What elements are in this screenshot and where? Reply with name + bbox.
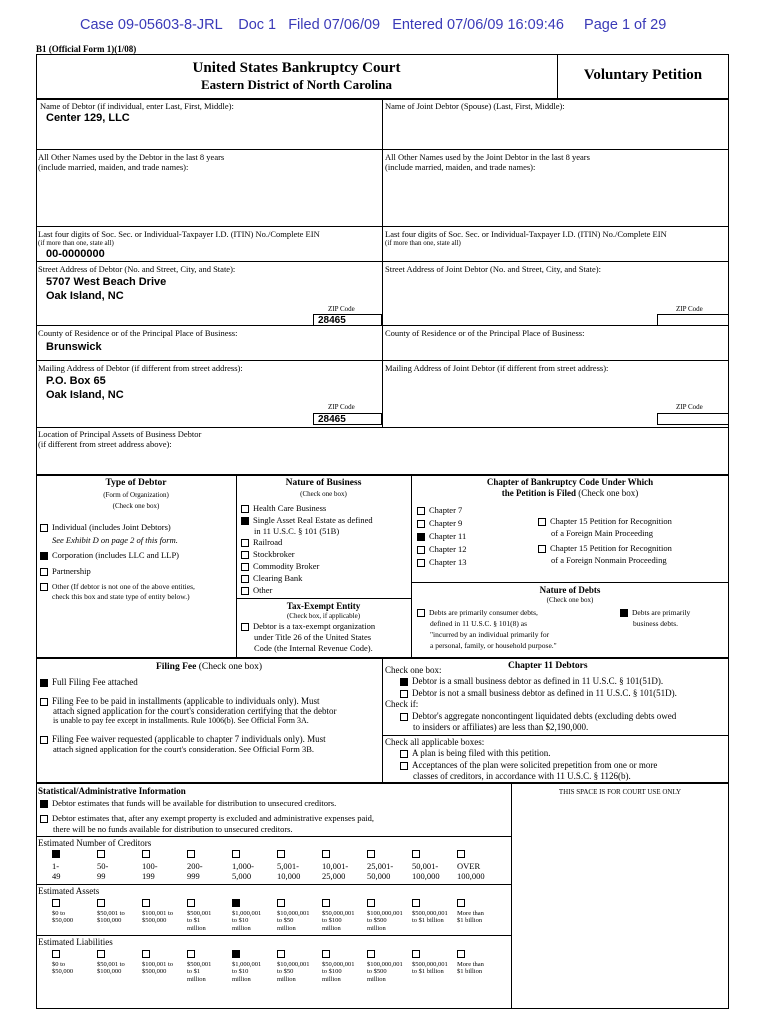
liabilities-option-label: $100,000,001: [367, 961, 403, 968]
creditors-checkbox-4[interactable]: [232, 850, 240, 858]
acceptances-2: classes of creditors, in accordance with 11 U.S.C. § 1126(b).: [413, 771, 631, 781]
assets-option-label: $100,000: [97, 917, 122, 925]
checkbox-individual[interactable]: [40, 524, 48, 532]
mail-label: Mailing Address of Debtor (if different from street address):: [38, 363, 243, 373]
assets-checkbox-3[interactable]: [187, 899, 195, 907]
option-installments[interactable]: Filing Fee to be paid in installments (applicable to individuals only). Must: [40, 696, 319, 706]
option-chapter-13[interactable]: Chapter 13: [417, 557, 467, 567]
debtor-city: Oak Island, NC: [46, 290, 124, 302]
debtor-mail-zip: 28465: [313, 413, 382, 425]
checkbox-consumer-debts[interactable]: [417, 609, 425, 617]
option-health-care[interactable]: Health Care Business: [241, 503, 326, 513]
creditors-option-label: 50,001-: [412, 861, 439, 871]
option-commodity-broker[interactable]: Commodity Broker: [241, 561, 319, 571]
creditors-option-label: 200-: [187, 861, 203, 871]
consumer-debts-3: "incurred by an individual primarily for: [430, 630, 550, 639]
consumer-debts-4: a personal, family, or household purpose.": [430, 641, 557, 650]
option-clearing-bank[interactable]: Clearing Bank: [241, 573, 302, 583]
checkbox-full-fee[interactable]: [40, 679, 48, 687]
option-chapter-11[interactable]: Chapter 11: [417, 531, 466, 541]
nature-business-title: Nature of Business: [285, 478, 362, 488]
checkbox-corporation[interactable]: [40, 552, 48, 560]
checkbox-not-small-business[interactable]: [400, 690, 408, 698]
liabilities-option-label: $50,001 to: [97, 961, 125, 968]
assets-option-label: to $1: [187, 917, 201, 925]
type-debtor-sub2: (Check one box): [112, 502, 160, 510]
liabilities-checkbox-7[interactable]: [367, 950, 375, 958]
joint-county-label: County of Residence or of the Principal Place of Business:: [385, 328, 585, 338]
option-not-small-business[interactable]: Debtor is not a small business debtor as defined in 11 U.S.C. § 101(51D).: [400, 688, 677, 698]
checkbox-chapter-15-main[interactable]: [538, 518, 546, 526]
creditors-option-label: 199: [142, 870, 155, 881]
checkbox-no-funds[interactable]: [40, 815, 48, 823]
option-full-fee[interactable]: Full Filing Fee attached: [40, 677, 138, 687]
option-chapter-15-main[interactable]: Chapter 15 Petition for Recognition: [538, 516, 672, 526]
assets-option-label: to $10: [232, 917, 249, 925]
checkbox-aggregate-debts[interactable]: [400, 713, 408, 721]
option-other-entity[interactable]: Other (If debtor is not one of the above entities,: [40, 582, 195, 592]
assets-checkbox-9[interactable]: [457, 899, 465, 907]
assets-option-label: $500,000,001: [412, 910, 448, 917]
ssn-sub: (if more than one, state all): [38, 239, 114, 247]
checkbox-commodity-broker[interactable]: [241, 563, 249, 571]
option-partnership[interactable]: Partnership: [40, 566, 91, 576]
other-entity-note: check this box and state type of entity below.): [52, 592, 190, 601]
checkbox-clearing-bank[interactable]: [241, 575, 249, 583]
nature-debts-sub: (Check one box): [546, 596, 594, 604]
other-names-sub: (include married, maiden, and trade names):: [38, 162, 189, 172]
checkbox-chapter-13[interactable]: [417, 559, 425, 567]
option-waiver[interactable]: Filing Fee waiver requested (applicable to chapter 7 individuals only). Must: [40, 734, 326, 744]
checkbox-single-asset[interactable]: [241, 517, 249, 525]
joint-mail-zip-box: [657, 413, 729, 425]
option-business-debts[interactable]: Debts are primarily: [620, 608, 690, 618]
tax-exempt-title: Tax-Exempt Entity: [286, 601, 361, 611]
liabilities-option-label: million: [322, 975, 341, 983]
assets-option-label: $50,000,001: [322, 910, 355, 917]
liabilities-checkbox-6[interactable]: [322, 950, 330, 958]
case-stamp: Case 09-05603-8-JRL Doc 1 Filed 07/06/09 Entered 07/06/09 16:09:46 Page 1 of 29: [80, 17, 667, 33]
ch11-title: Chapter 11 Debtors: [508, 661, 588, 671]
no-funds-2: there will be no funds available for distribution to unsecured creditors.: [53, 824, 293, 834]
debtor-street: 5707 West Beach Drive: [46, 276, 167, 288]
zip-label: ZIP Code: [328, 305, 355, 313]
assets-option-label: $100,001 to: [142, 910, 174, 917]
installments-3: is unable to pay fee except in installments. Rule 1006(b). See Official Form 3A.: [53, 716, 309, 725]
creditors-option-label: 5,000: [232, 870, 252, 881]
joint-zip-box: [657, 314, 729, 326]
liabilities-checkbox-9[interactable]: [457, 950, 465, 958]
creditors-option-label: 100,000: [412, 870, 440, 881]
joint-ssn-label: Last four digits of Soc. Sec. or Individual-Taxpayer I.D. (ITIN) No./Complete EIN: [385, 229, 667, 239]
option-chapter-15-nonmain[interactable]: Chapter 15 Petition for Recognition: [538, 543, 672, 553]
liabilities-option-label: $1,000,001: [232, 961, 262, 968]
liabilities-checkbox-8[interactable]: [412, 950, 420, 958]
assets-checkbox-5[interactable]: [277, 899, 285, 907]
chapter-15-main-line2: of a Foreign Main Proceeding: [551, 528, 653, 538]
ch11-check-if: Check if:: [385, 699, 419, 709]
type-debtor-title: Type of Debtor: [105, 478, 167, 488]
ch11-check-one: Check one box:: [385, 665, 442, 675]
option-individual[interactable]: Individual (includes Joint Debtors): [40, 522, 171, 532]
liabilities-option-label: to $1 billion: [412, 968, 444, 976]
checkbox-chapter-7[interactable]: [417, 507, 425, 515]
joint-other-names-sub: (include married, maiden, and trade names):: [385, 162, 536, 172]
checkbox-chapter-11[interactable]: [417, 533, 425, 541]
creditors-option-label: 25,001-: [367, 861, 394, 871]
exhibit-d-note: See Exhibit D on page 2 of this form.: [52, 535, 178, 545]
filing-fee-title: Filing Fee (Check one box): [155, 662, 263, 672]
liabilities-option-label: $50,000: [52, 968, 74, 976]
liabilities-option-label: to $1: [187, 968, 201, 976]
assets-option-label: million: [232, 924, 251, 932]
assets-checkbox-8[interactable]: [412, 899, 420, 907]
ch11-check-all: Check all applicable boxes:: [385, 737, 485, 747]
other-names-label: All Other Names used by the Debtor in the last 8 years: [38, 152, 225, 162]
liabilities-option-label: million: [187, 975, 206, 983]
creditors-checkbox-8[interactable]: [412, 850, 420, 858]
checkbox-business-debts[interactable]: [620, 609, 628, 617]
debtor-zip: 28465: [313, 314, 382, 326]
assets-option-label: million: [322, 924, 341, 932]
assets-option-label: to $100: [322, 917, 342, 925]
street-label: Street Address of Debtor (No. and Street, City, and State):: [38, 264, 236, 274]
creditors-option-label: 1-: [52, 861, 60, 871]
assets-option-label: $50,000: [52, 917, 74, 925]
creditors-option-label: 50-: [97, 861, 109, 871]
creditors-option-label: 100-: [142, 861, 158, 871]
assets-option-label: million: [187, 924, 206, 932]
assets-option-label: to $500: [367, 917, 387, 925]
checkbox-chapter-9[interactable]: [417, 520, 425, 528]
liabilities-title: Estimated Liabilities: [38, 937, 113, 947]
assets-option-label: to $50: [277, 917, 294, 925]
form-id: B1 (Official Form 1)(1/08): [36, 44, 137, 54]
tax-exempt-sub: (Check box, if applicable): [286, 612, 361, 620]
checkbox-plan-filed[interactable]: [400, 750, 408, 758]
creditors-title: Estimated Number of Creditors: [38, 838, 152, 848]
creditors-option-label: OVER: [457, 861, 481, 871]
tax-exempt-line2: under Title 26 of the United States: [254, 632, 372, 642]
option-chapter-9[interactable]: Chapter 9: [417, 518, 462, 528]
assets-checkbox-1[interactable]: [97, 899, 105, 907]
creditors-checkbox-5[interactable]: [277, 850, 285, 858]
liabilities-checkbox-1[interactable]: [97, 950, 105, 958]
debtor-ein: 00-0000000: [46, 248, 105, 260]
installments-2: attach signed application for the court's consideration certifying that the debtor: [53, 706, 337, 716]
liabilities-option-label: million: [232, 975, 251, 983]
creditors-checkbox-6[interactable]: [322, 850, 330, 858]
joint-street-label: Street Address of Joint Debtor (No. and Street, City, and State):: [385, 264, 601, 274]
mail-zip-label: ZIP Code: [328, 403, 355, 411]
business-debts-2: business debts.: [633, 619, 678, 628]
assets-option-label: $50,001 to: [97, 910, 125, 917]
option-chapter-12[interactable]: Chapter 12: [417, 544, 467, 554]
creditors-checkbox-3[interactable]: [187, 850, 195, 858]
option-small-business[interactable]: Debtor is a small business debtor as defined in 11 U.S.C. § 101(51D).: [400, 676, 663, 686]
creditors-option-label: 100,000: [457, 870, 485, 881]
checkbox-waiver[interactable]: [40, 736, 48, 744]
checkbox-small-business[interactable]: [400, 678, 408, 686]
creditors-option-label: 1,000-: [232, 861, 254, 871]
liabilities-option-label: to $50: [277, 968, 294, 976]
assets-title: Estimated Assets: [38, 886, 100, 896]
assets-checkbox-0[interactable]: [52, 899, 60, 907]
option-tax-exempt[interactable]: Debtor is a tax-exempt organization: [241, 621, 375, 631]
assets-option-label: More than: [457, 910, 484, 917]
checkbox-partnership[interactable]: [40, 568, 48, 576]
checkbox-funds-available[interactable]: [40, 800, 48, 808]
checkbox-other-entity[interactable]: [40, 583, 48, 591]
assets-checkbox-7[interactable]: [367, 899, 375, 907]
assets-option-label: $500,000: [142, 917, 167, 925]
ssn-label: Last four digits of Soc. Sec. or Individual-Taxpayer I.D. (ITIN) No./Complete EIN: [38, 229, 320, 239]
assets-option-label: $500,001: [187, 910, 212, 917]
liabilities-option-label: to $10: [232, 968, 249, 976]
location-label: Location of Principal Assets of Business Debtor: [38, 429, 202, 439]
petition-title: Voluntary Petition: [583, 67, 703, 83]
consumer-debts-2: defined in 11 U.S.C. § 101(8) as: [430, 619, 528, 628]
liabilities-option-label: More than: [457, 961, 484, 968]
creditors-option-label: 10,000: [277, 870, 301, 881]
option-funds-available[interactable]: Debtor estimates that funds will be available for distribution to unsecured creditors.: [40, 798, 336, 808]
joint-mail-zip-label: ZIP Code: [676, 403, 703, 411]
creditors-checkbox-1[interactable]: [97, 850, 105, 858]
option-consumer-debts[interactable]: Debts are primarily consumer debts,: [417, 608, 538, 618]
county-label: County of Residence or of the Principal Place of Business:: [38, 328, 238, 338]
liabilities-option-label: $500,001: [187, 961, 212, 968]
tax-exempt-line3: Code (the Internal Revenue Code).: [254, 643, 373, 653]
checkbox-acceptances[interactable]: [400, 762, 408, 770]
chapter-15-nonmain-line2: of a Foreign Nonmain Proceeding: [551, 555, 667, 565]
waiver-2: attach signed application for the court's consideration. See Official Form 3B.: [53, 744, 315, 754]
liabilities-option-label: $100,000: [97, 968, 122, 976]
option-other-business[interactable]: Other: [241, 585, 272, 595]
assets-checkbox-2[interactable]: [142, 899, 150, 907]
location-sub: (if different from street address above):: [38, 439, 172, 449]
creditors-option-label: 50,000: [367, 870, 391, 881]
assets-option-label: million: [367, 924, 386, 932]
liabilities-option-label: $500,000: [142, 968, 167, 976]
joint-name-label: Name of Joint Debtor (Spouse) (Last, First, Middle):: [385, 101, 565, 111]
assets-option-label: $1 billion: [457, 917, 483, 925]
assets-option-label: to $1 billion: [412, 917, 444, 925]
liabilities-option-label: $10,000,001: [277, 961, 310, 968]
creditors-checkbox-2[interactable]: [142, 850, 150, 858]
assets-checkbox-4[interactable]: [232, 899, 240, 907]
checkbox-tax-exempt[interactable]: [241, 623, 249, 631]
assets-checkbox-6[interactable]: [322, 899, 330, 907]
creditors-checkbox-9[interactable]: [457, 850, 465, 858]
assets-option-label: million: [277, 924, 296, 932]
liabilities-option-label: to $100: [322, 968, 342, 976]
liabilities-option-label: to $500: [367, 968, 387, 976]
liabilities-option-label: $500,000,001: [412, 961, 448, 968]
creditors-option-label: 99: [97, 870, 106, 881]
option-aggregate-debts[interactable]: Debtor's aggregate noncontingent liquidated debts (excluding debts owed: [400, 711, 676, 721]
assets-option-label: $100,000,001: [367, 910, 403, 917]
joint-ssn-sub: (if more than one, state all): [385, 239, 461, 247]
option-no-funds[interactable]: Debtor estimates that, after any exempt property is excluded and administrative expenses paid,: [40, 813, 374, 823]
creditors-option-label: 25,000: [322, 870, 346, 881]
nature-debts-title: Nature of Debts: [539, 585, 601, 595]
debtor-name: Center 129, LLC: [46, 112, 130, 124]
liabilities-checkbox-2[interactable]: [142, 950, 150, 958]
option-single-asset[interactable]: Single Asset Real Estate as defined: [241, 515, 373, 525]
liabilities-option-label: million: [277, 975, 296, 983]
checkbox-chapter-15-nonmain[interactable]: [538, 545, 546, 553]
court-name: United States Bankruptcy Court: [192, 60, 401, 76]
court-use-only: THIS SPACE IS FOR COURT USE ONLY: [558, 788, 682, 796]
option-railroad[interactable]: Railroad: [241, 537, 282, 547]
liabilities-checkbox-0[interactable]: [52, 950, 60, 958]
assets-option-label: $0 to: [52, 910, 66, 917]
checkbox-railroad[interactable]: [241, 539, 249, 547]
debtor-name-label: Name of Debtor (if individual, enter Last, First, Middle):: [40, 101, 234, 111]
liabilities-option-label: $50,000,001: [322, 961, 355, 968]
joint-zip-label: ZIP Code: [676, 305, 703, 313]
creditors-option-label: 10,001-: [322, 861, 349, 871]
debtor-county: Brunswick: [46, 341, 102, 353]
debtor-mail-1: P.O. Box 65: [46, 375, 106, 387]
liabilities-option-label: million: [367, 975, 386, 983]
option-stockbroker[interactable]: Stockbroker: [241, 549, 295, 559]
type-debtor-sub1: (Form of Organization): [103, 491, 169, 499]
assets-option-label: $1,000,001: [232, 910, 262, 917]
option-plan-filed[interactable]: A plan is being filed with this petition.: [400, 748, 551, 758]
aggregate-debts-2: to insiders or affiliates) are less than $2,190,000.: [413, 722, 589, 732]
option-corporation[interactable]: Corporation (includes LLC and LLP): [40, 550, 179, 560]
checkbox-chapter-12[interactable]: [417, 546, 425, 554]
chapter-title-2: the Petition is Filed (Check one box): [501, 488, 639, 498]
joint-mail-label: Mailing Address of Joint Debtor (if different from street address):: [385, 363, 609, 373]
liabilities-checkbox-4[interactable]: [232, 950, 240, 958]
creditors-option-label: 999: [187, 870, 200, 881]
creditors-checkbox-7[interactable]: [367, 850, 375, 858]
chapter-title-1: Chapter of Bankruptcy Code Under Which: [486, 477, 654, 487]
liabilities-option-label: $100,001 to: [142, 961, 174, 968]
checkbox-health-care[interactable]: [241, 505, 249, 513]
checkbox-installments[interactable]: [40, 698, 48, 706]
nature-business-sub: (Check one box): [300, 490, 347, 498]
checkbox-stockbroker[interactable]: [241, 551, 249, 559]
joint-other-names-label: All Other Names used by the Joint Debtor in the last 8 years: [385, 152, 590, 162]
single-asset-cite: in 11 U.S.C. § 101 (51B): [254, 526, 340, 536]
assets-option-label: $10,000,001: [277, 910, 310, 917]
option-acceptances[interactable]: Acceptances of the plan were solicited prepetition from one or more: [400, 760, 657, 770]
creditors-checkbox-0[interactable]: [52, 850, 60, 858]
option-chapter-7[interactable]: Chapter 7: [417, 505, 462, 515]
stat-title: Statistical/Administrative Information: [38, 786, 186, 796]
liabilities-option-label: $0 to: [52, 961, 66, 968]
creditors-option-label: 49: [52, 870, 61, 881]
debtor-mail-2: Oak Island, NC: [46, 389, 124, 401]
creditors-option-label: 5,001-: [277, 861, 299, 871]
liabilities-checkbox-3[interactable]: [187, 950, 195, 958]
district-name: Eastern District of North Carolina: [200, 77, 393, 92]
liabilities-checkbox-5[interactable]: [277, 950, 285, 958]
liabilities-option-label: $1 billion: [457, 968, 483, 976]
checkbox-other-business[interactable]: [241, 587, 249, 595]
